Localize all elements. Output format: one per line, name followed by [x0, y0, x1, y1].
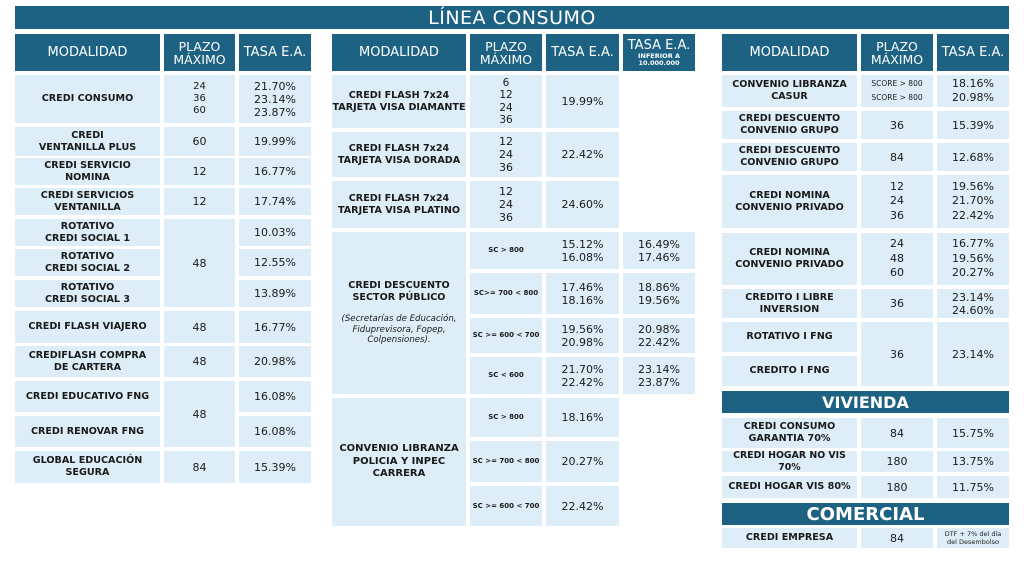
- tasa-inf-descuento-3: 20.98% 22.42%: [623, 318, 695, 353]
- page-title: LÍNEA CONSUMO: [428, 6, 596, 29]
- tasa-servicio-nomina: 16.77%: [239, 158, 311, 185]
- modalidad-credito-i-fng: CREDITO I FNG: [722, 356, 857, 386]
- modalidad-educativo-fng: CREDI EDUCATIVO FNG: [15, 381, 160, 412]
- modalidad-libranza-policia: CONVENIO LIBRANZA POLICIA Y INPEC CARRERA: [332, 398, 466, 526]
- comercial-title: COMERCIAL: [806, 503, 925, 525]
- tasa-servicios-ventanilla: 17.74%: [239, 188, 311, 215]
- tasa-descuento-2: 17.46% 18.16%: [546, 273, 619, 314]
- plazo-hogar-vis: 180: [861, 476, 933, 498]
- modalidad-hogar-no-vis: CREDI HOGAR NO VIS 70%: [722, 451, 857, 472]
- score-libranza-2: SC >= 700 < 800: [470, 441, 542, 482]
- tasa-fng-right: 23.14%: [937, 322, 1009, 386]
- plazo-hogar-no-vis: 180: [861, 451, 933, 472]
- tasa-inf-descuento-2: 18.86% 19.56%: [623, 273, 695, 314]
- modalidad-flash-diamante: CREDI FLASH 7x24 TARJETA VISA DIAMANTE: [332, 75, 466, 128]
- modalidad-rotativo-2: ROTATIVO CREDI SOCIAL 2: [15, 249, 160, 276]
- tasa-credi-empresa: DTF + 7% del día del Desembolso: [937, 528, 1009, 548]
- tasa-educativo-fng: 16.08%: [239, 381, 311, 412]
- modalidad-credi-consumo: CREDI CONSUMO: [15, 75, 160, 123]
- plazo-flash-viajero: 48: [164, 311, 235, 343]
- modalidad-nomina-privado-2: CREDI NOMINA CONVENIO PRIVADO: [722, 233, 857, 285]
- modalidad-servicio-nomina: CREDI SERVICIO NOMINA: [15, 158, 160, 185]
- modalidad-compra-cartera: CREDIFLASH COMPRA DE CARTERA: [15, 346, 160, 377]
- score-descuento-1: SC > 800: [470, 232, 619, 269]
- modalidad-descuento-grupo-1: CREDI DESCUENTO CONVENIO GRUPO: [722, 111, 857, 139]
- plazo-global-educacion: 84: [164, 451, 235, 483]
- modalidad-ventanilla-plus: CREDI VENTANILLA PLUS: [15, 127, 160, 156]
- modalidad-rotativo-i-fng: ROTATIVO I FNG: [722, 322, 857, 352]
- modalidad-libre-inversion: CREDITO I LIBRE INVERSION: [722, 289, 857, 318]
- tasa-consumo-garantia: 15.75%: [937, 418, 1009, 448]
- header-plazo-mid: PLAZO MÁXIMO: [470, 34, 542, 71]
- tasa-descuento-1: 15.12% 16.08%: [546, 232, 619, 269]
- plazo-credi-consumo: 24 36 60: [164, 75, 235, 123]
- tasa-descuento-3: 19.56% 20.98%: [546, 318, 619, 353]
- tasa-global-educacion: 15.39%: [239, 451, 311, 483]
- header-plazo-left: PLAZO MÁXIMO: [164, 34, 235, 71]
- tasa-libre-inversion: 23.14% 24.60%: [937, 289, 1009, 318]
- plazo-fng-left: 48: [164, 381, 235, 447]
- plazo-rotativo: 48: [164, 219, 235, 307]
- header-tasa-inferior: TASA E.A. INFERIOR A 10.000.000: [623, 34, 695, 71]
- modalidad-servicios-ventanilla: CREDI SERVICIOS VENTANILLA: [15, 188, 160, 215]
- score-libranza-1: SC > 800: [470, 398, 542, 437]
- tasa-inf-descuento-1: 16.49% 17.46%: [623, 232, 695, 269]
- tasa-libranza-1: 18.16%: [546, 398, 619, 437]
- tasa-flash-platino: 24.60%: [546, 181, 619, 228]
- title-banner: [15, 6, 1009, 29]
- tasa-rotativo-3: 13.89%: [239, 280, 311, 307]
- header-tasa-left: TASA E.A.: [239, 34, 311, 71]
- plazo-nomina-privado-2: 24 48 60: [861, 233, 933, 285]
- plazo-descuento-grupo-2: 84: [861, 143, 933, 171]
- vivienda-banner: [722, 391, 1009, 413]
- modalidad-flash-platino: CREDI FLASH 7x24 TARJETA VISA PLATINO: [332, 181, 466, 228]
- plazo-libranza-casur: SCORE > 800 SCORE > 800: [861, 75, 933, 107]
- tasa-rotativo-1: 10.03%: [239, 219, 311, 246]
- modalidad-renovar-fng: CREDI RENOVAR FNG: [15, 416, 160, 447]
- score-descuento-3: SC >= 600 < 700: [470, 318, 542, 353]
- tasa-credi-consumo: 21.70% 23.14% 23.87%: [239, 75, 311, 123]
- tasa-flash-diamante: 19.99%: [546, 75, 619, 128]
- tasa-libranza-3: 22.42%: [546, 486, 619, 526]
- header-tasa-right: TASA E.A.: [937, 34, 1009, 71]
- modalidad-hogar-vis: CREDI HOGAR VIS 80%: [722, 476, 857, 498]
- tasa-descuento-grupo-1: 15.39%: [937, 111, 1009, 139]
- plazo-libre-inversion: 36: [861, 289, 933, 318]
- modalidad-consumo-garantia: CREDI CONSUMO GARANTIA 70%: [722, 418, 857, 448]
- modalidad-credi-empresa: CREDI EMPRESA: [722, 528, 857, 548]
- modalidad-global-educacion: GLOBAL EDUCACIÓN SEGURA: [15, 451, 160, 483]
- vivienda-title: VIVIENDA: [822, 392, 909, 412]
- plazo-fng-right: 36: [861, 322, 933, 386]
- modalidad-flash-viajero: CREDI FLASH VIAJERO: [15, 311, 160, 343]
- score-libranza-3: SC >= 600 < 700: [470, 486, 542, 526]
- comercial-banner: [722, 503, 1009, 525]
- modalidad-flash-dorada: CREDI FLASH 7x24 TARJETA VISA DORADA: [332, 132, 466, 177]
- modalidad-descuento-sector-publico: CREDI DESCUENTO SECTOR PÚBLICO (Secretarías de Educación, Fiduprevisora, Fopep, Colpensiones).: [332, 232, 466, 394]
- plazo-servicio-nomina: 12: [164, 158, 235, 185]
- tasa-hogar-vis: 11.75%: [937, 476, 1009, 498]
- header-plazo-right: PLAZO MÁXIMO: [861, 34, 933, 71]
- modalidad-rotativo-3: ROTATIVO CREDI SOCIAL 3: [15, 280, 160, 307]
- plazo-ventanilla-plus: 60: [164, 127, 235, 156]
- tasa-nomina-privado-1: 19.56% 21.70% 22.42%: [937, 175, 1009, 228]
- tasa-flash-viajero: 16.77%: [239, 311, 311, 343]
- tasa-flash-dorada: 22.42%: [546, 132, 619, 177]
- header-tasa-mid: TASA E.A.: [546, 34, 619, 71]
- plazo-flash-platino: 12 24 36: [470, 181, 542, 228]
- header-modalidad-mid: MODALIDAD: [332, 34, 466, 71]
- tasa-libranza-casur: 18.16% 20.98%: [937, 75, 1009, 107]
- tasa-inf-descuento-4: 23.14% 23.87%: [623, 357, 695, 394]
- plazo-flash-dorada: 12 24 36: [470, 132, 542, 177]
- tasa-ventanilla-plus: 19.99%: [239, 127, 311, 156]
- tasa-nomina-privado-2: 16.77% 19.56% 20.27%: [937, 233, 1009, 285]
- plazo-flash-diamante: 6 12 24 36: [470, 75, 542, 128]
- modalidad-rotativo-1: ROTATIVO CREDI SOCIAL 1: [15, 219, 160, 246]
- plazo-credi-empresa: 84: [861, 528, 933, 548]
- plazo-compra-cartera: 48: [164, 346, 235, 377]
- modalidad-nomina-privado-1: CREDI NOMINA CONVENIO PRIVADO: [722, 175, 857, 228]
- plazo-nomina-privado-1: 12 24 36: [861, 175, 933, 228]
- tasa-rotativo-2: 12.55%: [239, 249, 311, 276]
- tasa-descuento-grupo-2: 12.68%: [937, 143, 1009, 171]
- modalidad-descuento-grupo-2: CREDI DESCUENTO CONVENIO GRUPO: [722, 143, 857, 171]
- tasa-hogar-no-vis: 13.75%: [937, 451, 1009, 472]
- plazo-descuento-grupo-1: 36: [861, 111, 933, 139]
- plazo-servicios-ventanilla: 12: [164, 188, 235, 215]
- plazo-consumo-garantia: 84: [861, 418, 933, 448]
- header-modalidad-right: MODALIDAD: [722, 34, 857, 71]
- tasa-renovar-fng: 16.08%: [239, 416, 311, 447]
- tasa-compra-cartera: 20.98%: [239, 346, 311, 377]
- modalidad-libranza-casur: CONVENIO LIBRANZA CASUR: [722, 75, 857, 107]
- score-descuento-4: SC < 600: [470, 357, 542, 394]
- tasa-libranza-2: 20.27%: [546, 441, 619, 482]
- tasa-descuento-4: 21.70% 22.42%: [546, 357, 619, 394]
- score-descuento-2: SC>= 700 < 800: [470, 273, 542, 314]
- header-modalidad-left: MODALIDAD: [15, 34, 160, 71]
